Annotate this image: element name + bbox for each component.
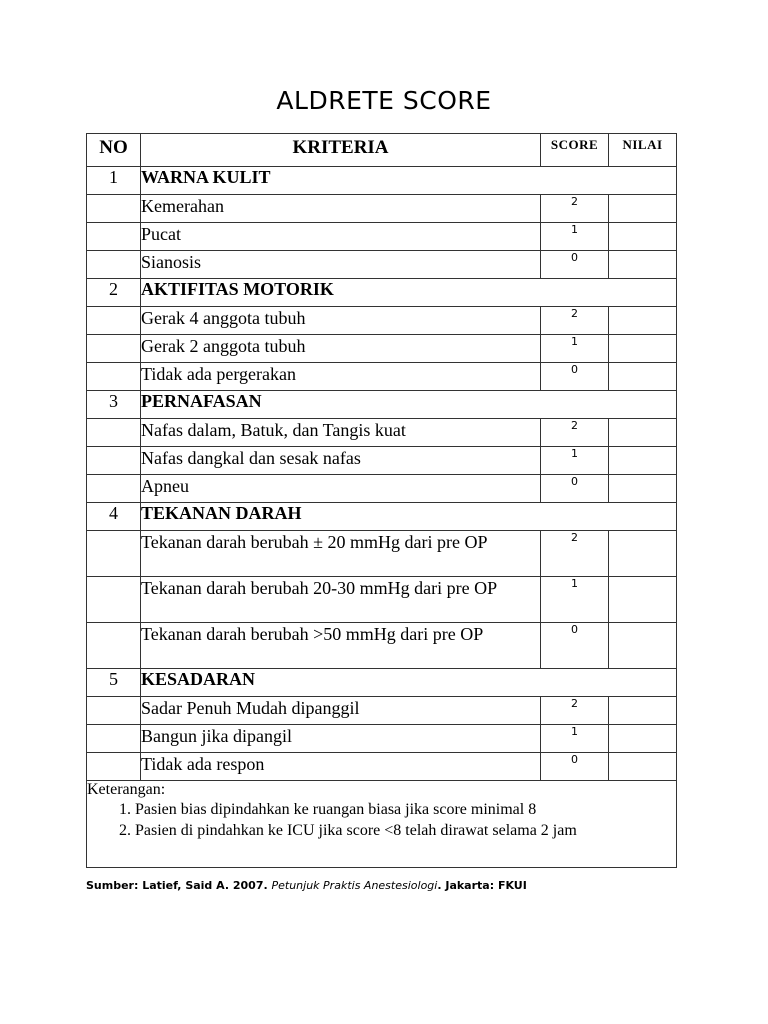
- criterion-score: 2: [541, 195, 609, 223]
- table-row: [87, 419, 677, 447]
- table-row: [87, 251, 677, 279]
- category-name: WARNA KULIT: [141, 167, 677, 195]
- criterion-label: Pucat: [141, 223, 541, 251]
- notes-list: [87, 799, 676, 841]
- nilai-cell: [609, 447, 677, 475]
- category-name: TEKANAN DARAH: [141, 503, 677, 531]
- source-prefix: Sumber: Latief, Said A. 2007.: [86, 879, 272, 892]
- category-row: [87, 503, 677, 531]
- category-row: [87, 167, 677, 195]
- criterion-label: Nafas dangkal dan sesak nafas: [141, 447, 541, 475]
- table-row: [87, 195, 677, 223]
- source-citation: [86, 879, 527, 892]
- nilai-cell: [609, 697, 677, 725]
- criterion-score: 0: [541, 753, 609, 781]
- category-name: AKTIFITAS MOTORIK: [141, 279, 677, 307]
- nilai-cell: [609, 577, 677, 623]
- nilai-cell: [609, 195, 677, 223]
- source-book-title: Petunjuk Praktis Anestesiologi: [271, 879, 438, 892]
- criterion-label: Sianosis: [141, 251, 541, 279]
- category-number: 5: [87, 669, 141, 697]
- aldrete-score-table: [86, 133, 677, 868]
- nilai-cell: [609, 335, 677, 363]
- category-name: PERNAFASAN: [141, 391, 677, 419]
- criterion-label: Bangun jika dipangil: [141, 725, 541, 753]
- nilai-cell: [609, 623, 677, 669]
- criterion-label: Gerak 2 anggota tubuh: [141, 335, 541, 363]
- criterion-score: 1: [541, 335, 609, 363]
- table-row: [87, 623, 677, 669]
- notes-heading: Keterangan:: [87, 781, 166, 798]
- criterion-label: Nafas dalam, Batuk, dan Tangis kuat: [141, 419, 541, 447]
- table-header-row: [87, 134, 677, 167]
- header-kriteria: KRITERIA: [141, 134, 541, 167]
- criterion-label: Tekanan darah berubah >50 mmHg dari pre OP: [141, 623, 541, 669]
- table-row: [87, 223, 677, 251]
- category-row: [87, 279, 677, 307]
- category-number: 1: [87, 167, 141, 195]
- criterion-score: 2: [541, 531, 609, 577]
- table-row: [87, 697, 677, 725]
- nilai-cell: [609, 251, 677, 279]
- criterion-label: Tidak ada respon: [141, 753, 541, 781]
- criterion-score: 0: [541, 623, 609, 669]
- criterion-score: 2: [541, 697, 609, 725]
- criterion-score: 0: [541, 363, 609, 391]
- source-suffix: . Jakarta: FKUI: [437, 879, 527, 892]
- criterion-score: 1: [541, 725, 609, 753]
- criterion-score: 1: [541, 577, 609, 623]
- criterion-score: 0: [541, 251, 609, 279]
- criterion-score: 1: [541, 223, 609, 251]
- criterion-score: 2: [541, 307, 609, 335]
- nilai-cell: [609, 363, 677, 391]
- criterion-label: Sadar Penuh Mudah dipanggil: [141, 697, 541, 725]
- nilai-cell: [609, 725, 677, 753]
- table-row: [87, 577, 677, 623]
- header-no: NO: [87, 134, 141, 167]
- category-name: KESADARAN: [141, 669, 677, 697]
- table-row: [87, 307, 677, 335]
- notes-row: [87, 781, 677, 868]
- list-item: 1. Pasien bias dipindahkan ke ruangan biasa jika score minimal 8: [135, 799, 676, 820]
- category-row: [87, 669, 677, 697]
- category-number: 2: [87, 279, 141, 307]
- nilai-cell: [609, 475, 677, 503]
- header-score: SCORE: [541, 134, 609, 167]
- category-number: 3: [87, 391, 141, 419]
- table-row: [87, 363, 677, 391]
- criterion-label: Tidak ada pergerakan: [141, 363, 541, 391]
- criterion-label: Tekanan darah berubah ± 20 mmHg dari pre OP: [141, 531, 541, 577]
- criterion-score: 1: [541, 447, 609, 475]
- category-number: 4: [87, 503, 141, 531]
- nilai-cell: [609, 753, 677, 781]
- nilai-cell: [609, 419, 677, 447]
- table-row: [87, 725, 677, 753]
- notes-cell: [87, 781, 677, 868]
- criterion-label: Gerak 4 anggota tubuh: [141, 307, 541, 335]
- nilai-cell: [609, 307, 677, 335]
- criterion-label: Tekanan darah berubah 20-30 mmHg dari pre OP: [141, 577, 541, 623]
- table-row: [87, 753, 677, 781]
- criterion-label: Kemerahan: [141, 195, 541, 223]
- table-row: [87, 475, 677, 503]
- criterion-score: 0: [541, 475, 609, 503]
- criterion-label: Apneu: [141, 475, 541, 503]
- table-row: [87, 447, 677, 475]
- list-item: 2. Pasien di pindahkan ke ICU jika score <8 telah dirawat selama 2 jam: [135, 820, 676, 841]
- page-title: ALDRETE SCORE: [276, 86, 492, 115]
- nilai-cell: [609, 223, 677, 251]
- header-nilai: NILAI: [609, 134, 677, 167]
- criterion-score: 2: [541, 419, 609, 447]
- table-row: [87, 531, 677, 577]
- category-row: [87, 391, 677, 419]
- table-row: [87, 335, 677, 363]
- nilai-cell: [609, 531, 677, 577]
